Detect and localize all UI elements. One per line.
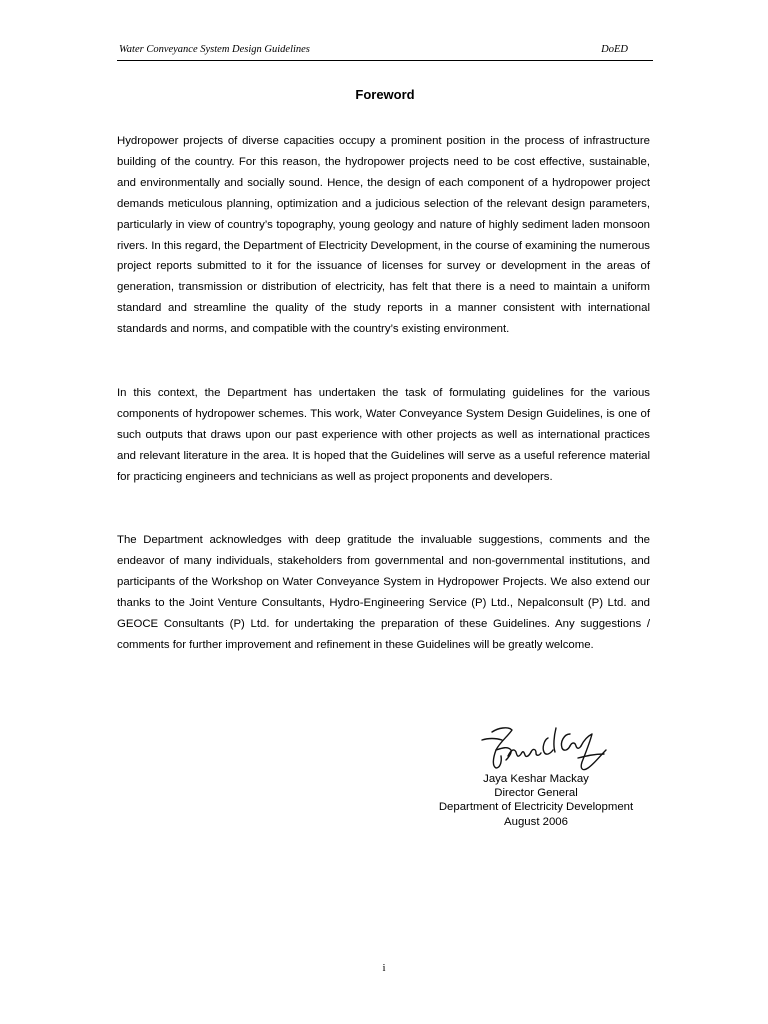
header-document-title: Water Conveyance System Design Guidelines xyxy=(119,44,310,55)
header-organization: DoED xyxy=(601,44,628,55)
signatory-position: Director General xyxy=(494,787,578,800)
running-header xyxy=(117,42,653,61)
signatory-name: Jaya Keshar Mackay xyxy=(483,773,589,785)
signatory-date: August 2006 xyxy=(504,815,568,828)
page-number: i xyxy=(382,962,386,974)
signatory-organization: Department of Electricity Development xyxy=(438,801,634,814)
paragraph-2: In this context, the Department has undertaken the task of formulating guidelines for the various components of hydropower schemes. This work, Water Conveyance System Design Guidelines, is one of such outputs that draws upon our past experience with other projects as well as international practices and relevant literature in the area. It is hoped that the Guidelines will serve as a useful reference material for practicing engineers and technicians as well as project proponents and developers. xyxy=(117,387,650,483)
signatory-block xyxy=(420,772,652,829)
paragraph-3: The Department acknowledges with deep gratitude the invaluable suggestions, comments and the endeavor of many individuals, stakeholders from governmental and non-governmental institutions, and participants of the Workshop on Water Conveyance System in Hydropower Projects. We also extend our thanks to the Joint Venture Consultants, Hydro-Engineering Service (P) Ltd., Nepalconsult (P) Ltd. and GEOCE Consultants (P) Ltd. for undertaking the preparation of these Guidelines. Any suggestions / comments for further improvement and refinement in these Guidelines will be greatly welcome. xyxy=(117,534,650,651)
paragraph-1: Hydropower projects of diverse capacities occupy a prominent position in the process of infrastructure building of the country. For this reason, the hydropower projects need to be cost effective, sustainable, and environmentally and socially sound. Hence, the design of each component of a hydropower project demands meticulous planning, optimization and a judicious selection of the relevant design parameters, particularly in view of country’s topography, young geology and nature of highly sediment laden monsoon rivers. In this regard, the Department of Electricity Development, in the course of examining the numerous project reports submitted to it for the issuance of licenses for survey or development in the areas of generation, transmission or distribution of electricity, has felt that there is a need to maintain a uniform standard and streamline the quality of the study reports in a manner consistent with international standards and norms, and compatible with the country’s existing environment. xyxy=(117,135,650,336)
handwritten-signature xyxy=(478,720,613,776)
page-title: Foreword xyxy=(355,87,415,102)
